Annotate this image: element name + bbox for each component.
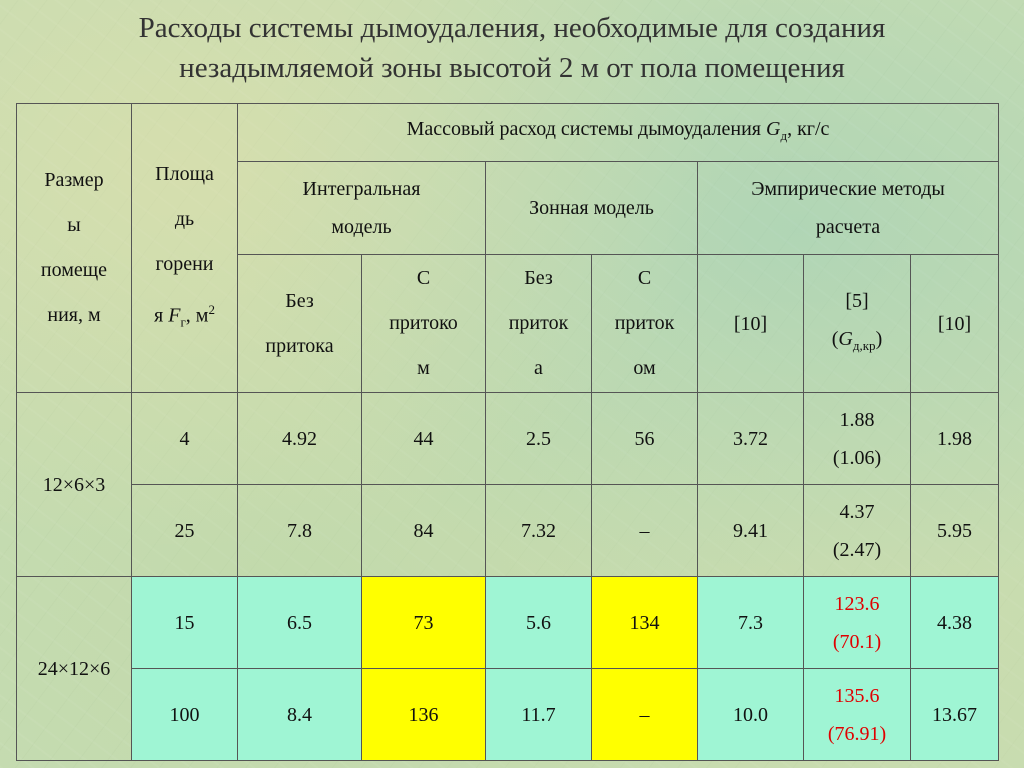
zone-no-inflow-cell: 7.32 (486, 485, 592, 577)
area-cell: 4 (132, 393, 238, 485)
table-row (17, 393, 999, 485)
empirical-10b-cell: 5.95 (911, 485, 999, 577)
header-fire-area (132, 104, 238, 393)
integral-with-inflow-cell: 44 (362, 393, 486, 485)
area-cell: 25 (132, 485, 238, 577)
area-cell: 15 (132, 577, 238, 669)
empirical-5-value: 123.6 (834, 592, 880, 615)
zone-no-inflow-cell: 5.6 (486, 577, 592, 669)
header-ref-10a: [10] (698, 255, 804, 393)
header-ref-5-close: ) (875, 328, 883, 350)
room-size-cell: 12×6×3 (17, 393, 132, 577)
header-ref-5-label: [5] (845, 290, 869, 312)
empirical-5-critical: (2.47) (832, 538, 882, 561)
zone-with-inflow-cell: 56 (592, 393, 698, 485)
empirical-5-value: 1.88 (839, 408, 875, 431)
empirical-10a-cell: 3.72 (698, 393, 804, 485)
header-ref-5-var: G (838, 328, 853, 350)
table-row (17, 669, 999, 761)
title-line-1: Расходы системы дымоудаления, необходимые для создания (138, 12, 886, 44)
integral-with-inflow-cell: 73 (362, 577, 486, 669)
header-fire-area-var: F (168, 304, 181, 327)
slide-title (0, 8, 1024, 88)
empirical-5-value: 4.37 (839, 500, 875, 523)
area-cell: 100 (132, 669, 238, 761)
empirical-5-cell (804, 393, 911, 485)
table-row (17, 485, 999, 577)
table-row (17, 577, 999, 669)
header-no-inflow-integral: Без притока (238, 255, 362, 393)
header-ref-5 (804, 255, 911, 393)
integral-no-inflow-cell: 6.5 (238, 577, 362, 669)
header-fire-area-unit: , м (185, 304, 209, 327)
header-room-size: Размер ы помеще ния, м (17, 104, 132, 393)
integral-no-inflow-cell: 7.8 (238, 485, 362, 577)
header-ref-5-open: ( (831, 328, 839, 350)
empirical-10a-cell: 7.3 (698, 577, 804, 669)
smoke-exhaust-table (16, 103, 999, 761)
header-ref-10b: [10] (911, 255, 999, 393)
empirical-10b-cell: 4.38 (911, 577, 999, 669)
integral-no-inflow-cell: 8.4 (238, 669, 362, 761)
header-no-inflow-zone: Без приток а (486, 255, 592, 393)
header-mass-flow-sub: д (780, 128, 788, 143)
title-line-2: незадымляемой зоны высотой 2 м от пола помещения (179, 52, 845, 84)
empirical-5-cell (804, 669, 911, 761)
header-empirical-methods: Эмпирические методы расчета (698, 162, 999, 255)
room-size-cell: 24×12×6 (17, 577, 132, 761)
header-fire-area-sub: г (180, 314, 186, 330)
empirical-10b-cell: 13.67 (911, 669, 999, 761)
header-zone-model: Зонная модель (486, 162, 698, 255)
empirical-5-critical: (1.06) (832, 446, 882, 469)
integral-with-inflow-cell: 136 (362, 669, 486, 761)
header-fire-area-sup: 2 (208, 301, 215, 317)
header-ref-5-sub (806, 320, 908, 365)
zone-with-inflow-cell: – (592, 485, 698, 577)
empirical-5-critical: (76.91) (827, 722, 887, 745)
zone-no-inflow-cell: 11.7 (486, 669, 592, 761)
empirical-10a-cell: 10.0 (698, 669, 804, 761)
zone-with-inflow-cell: – (592, 669, 698, 761)
header-mass-flow (238, 104, 999, 162)
header-fire-area-text: Площа дь горени я (154, 162, 214, 327)
zone-with-inflow-cell: 134 (592, 577, 698, 669)
empirical-5-cell (804, 577, 911, 669)
empirical-10b-cell: 1.98 (911, 393, 999, 485)
empirical-10a-cell: 9.41 (698, 485, 804, 577)
empirical-5-value: 135.6 (834, 684, 880, 707)
header-row-1 (17, 104, 999, 162)
header-mass-flow-unit: , кг/с (787, 118, 830, 140)
header-mass-flow-text: Массовый расход системы дымоудаления (406, 118, 766, 140)
empirical-5-cell (804, 485, 911, 577)
header-with-inflow-zone: С приток ом (592, 255, 698, 393)
integral-with-inflow-cell: 84 (362, 485, 486, 577)
zone-no-inflow-cell: 2.5 (486, 393, 592, 485)
integral-no-inflow-cell: 4.92 (238, 393, 362, 485)
empirical-5-critical: (70.1) (832, 630, 882, 653)
header-with-inflow-integral: С притоко м (362, 255, 486, 393)
header-mass-flow-var: G (766, 118, 781, 140)
header-ref-5-var-sub: д,кр (852, 338, 876, 353)
header-integral-model: Интегральная модель (238, 162, 486, 255)
